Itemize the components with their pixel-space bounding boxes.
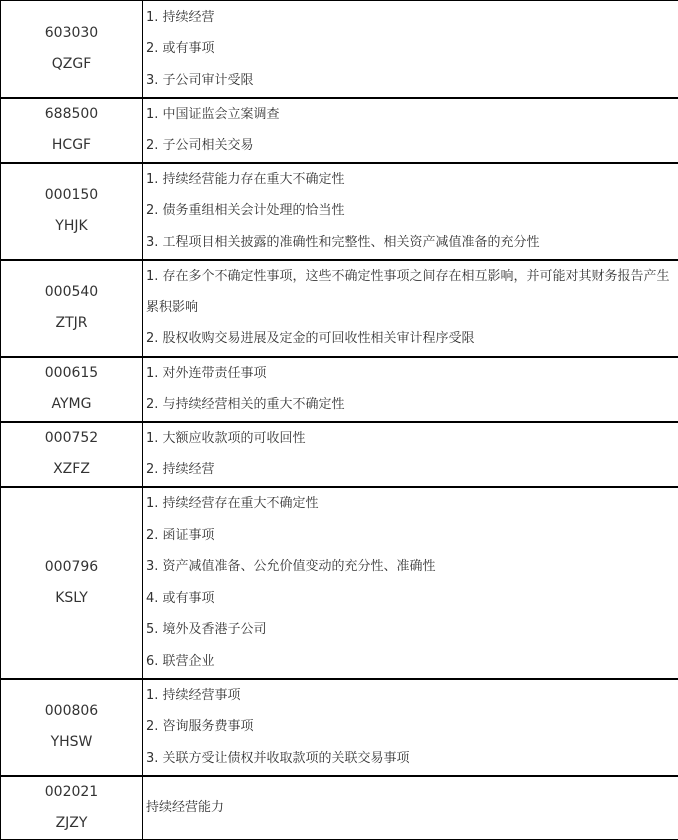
matters-cell (143, 679, 678, 776)
matter-item: 2. 咨询服务费事项 (146, 719, 254, 735)
matter-item: 1. 持续经营存在重大不确定性 (146, 496, 319, 511)
stock-code-cell (1, 357, 143, 422)
table-row (1, 163, 678, 260)
stock-code-cell (1, 487, 143, 679)
stock-code-cell (1, 163, 143, 260)
stock-code-cell (1, 260, 143, 357)
matters-cell (143, 260, 678, 357)
stock-abbr: XZFZ (53, 461, 90, 477)
stock-code-cell (1, 679, 143, 776)
stock-abbr: ZJZY (55, 814, 88, 831)
matter-item: 6. 联营企业 (146, 653, 215, 669)
stock-code-cell (1, 776, 143, 840)
matter-item: 1. 对外连带责任事项 (146, 365, 267, 381)
matter-item: 2. 或有事项 (146, 41, 215, 56)
stock-abbr: YHSW (50, 734, 93, 750)
matter-item: 1. 存在多个不确定性事项，这些不确定性事项之间存在相互影响，并可能对其财务报告产生累积影响 (146, 269, 670, 316)
matter-item: 2. 函证事项 (146, 527, 215, 543)
stock-code: 000150 (44, 187, 99, 203)
matter-item: 3. 子公司审计受限 (146, 72, 254, 88)
stock-code: 000796 (44, 558, 99, 575)
stock-code: 000806 (44, 703, 99, 719)
table-row (1, 1, 678, 98)
matter-item: 1. 持续经营事项 (146, 687, 241, 703)
table-row (1, 260, 678, 357)
matter-item: 4. 或有事项 (146, 590, 215, 606)
matter-item: 持续经营能力 (146, 800, 225, 815)
matter-item: 1. 持续经营能力存在重大不确定性 (146, 171, 345, 187)
matter-item: 1. 大额应收款项的可收回性 (146, 430, 306, 446)
stock-abbr: YHJK (55, 218, 88, 234)
matters-cell (143, 776, 678, 840)
stock-code-cell (1, 98, 143, 163)
stock-abbr: HCGF (51, 137, 92, 153)
matter-item: 2. 持续经营 (146, 462, 215, 477)
matter-item: 3. 关联方受让债权并收取款项的关联交易事项 (146, 750, 410, 766)
table-row (1, 776, 678, 840)
stock-code: 688500 (44, 106, 99, 122)
matter-item: 3. 资产减值准备、公允价值变动的充分性、准确性 (146, 559, 436, 574)
stock-code-cell (1, 422, 143, 487)
matters-cell (143, 163, 678, 260)
matter-item: 1. 持续经营 (146, 9, 215, 25)
table-row (1, 679, 678, 776)
matter-item: 2. 股权收购交易进展及定金的可回收性相关审计程序受限 (146, 331, 475, 347)
matter-item: 1. 中国证监会立案调查 (146, 106, 280, 122)
matters-cell (143, 357, 678, 422)
stock-code: 000615 (44, 365, 99, 381)
stock-abbr: QZGF (51, 55, 92, 72)
table-row (1, 422, 678, 487)
stock-code-cell (1, 1, 143, 98)
stock-abbr: AYMG (51, 396, 92, 412)
matter-item: 2. 子公司相关交易 (146, 138, 254, 153)
stock-abbr: ZTJR (55, 315, 88, 331)
matter-item: 5. 境外及香港子公司 (146, 622, 267, 637)
matters-cell (143, 98, 678, 163)
table-row (1, 357, 678, 422)
matter-item: 2. 与持续经营相关的重大不确定性 (146, 397, 345, 412)
table-row (1, 98, 678, 163)
stock-abbr: KSLY (55, 589, 88, 606)
matters-cell (143, 487, 678, 679)
matter-item: 3. 工程项目相关披露的准确性和完整性、相关资产减值准备的充分性 (146, 234, 540, 250)
stock-code: 002021 (44, 783, 99, 800)
matters-cell (143, 1, 678, 98)
matters-cell (143, 422, 678, 487)
stock-code: 603030 (44, 24, 99, 41)
table-row (1, 487, 678, 679)
matter-item: 2. 债务重组相关会计处理的恰当性 (146, 203, 345, 219)
stock-code: 000540 (44, 284, 99, 300)
stock-code: 000752 (44, 430, 99, 446)
